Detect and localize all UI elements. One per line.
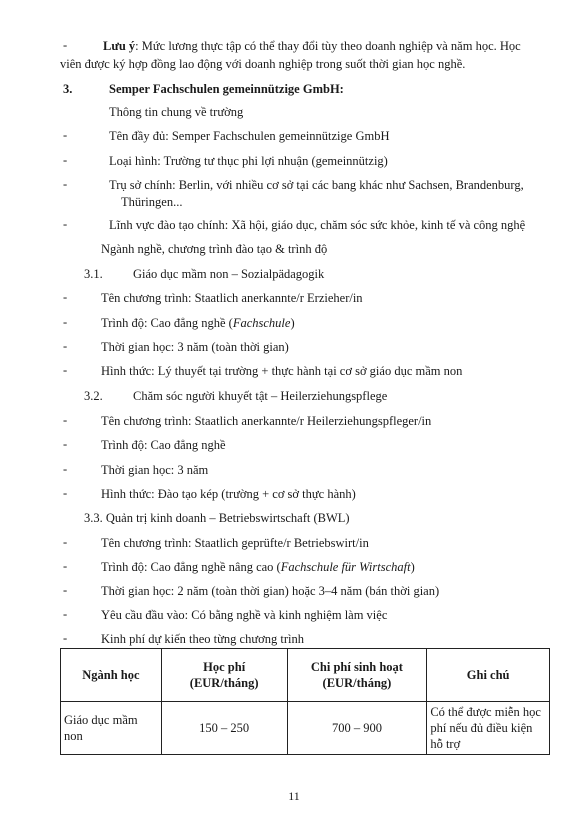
bullet-dash: - [63, 413, 68, 427]
page-number: 11 [288, 789, 300, 803]
subsection-title: Giáo dục mầm non – Sozialpädagogik [133, 267, 325, 281]
bullet-dash: - [63, 535, 68, 549]
fees-heading: Kinh phí dự kiến theo từng chương trình [101, 632, 304, 646]
list-item: Trình độ: Cao đẳng nghề (Fachschule) [101, 316, 295, 330]
bullet-dash: - [63, 462, 68, 476]
bullet-dash: - [63, 217, 68, 231]
bullet-dash: - [63, 339, 68, 353]
programs-heading: Ngành nghề, chương trình đào tạo & trình độ [101, 242, 328, 256]
list-item: Loại hình: Trường tư thục phi lợi nhuận (gemeinnützig) [109, 154, 388, 168]
table-cell-tuition: 150 – 250 [161, 702, 287, 755]
list-item: Tên chương trình: Staatlich anerkannte/r Erzieher/in [101, 291, 363, 305]
note-label: Lưu ý [103, 39, 136, 53]
list-item: Hình thức: Lý thuyết tại trường + thực hành tại cơ sở giáo dục mầm non [101, 364, 463, 378]
table-cell-major: Giáo dục mầm non [61, 702, 162, 755]
list-item: Thời gian học: 3 năm [101, 463, 209, 477]
bullet-dash: - [63, 437, 68, 451]
column-header-major: Ngành học [61, 649, 162, 702]
list-item: Yêu cầu đầu vào: Có bằng nghề và kinh nghiệm làm việc [101, 608, 388, 622]
bullet-dash: - [63, 363, 68, 377]
list-item: Tên chương trình: Staatlich anerkannte/r Heilerziehungspfleger/in [101, 414, 432, 428]
list-item: Trình độ: Cao đẳng nghề [101, 438, 226, 452]
table-row [61, 702, 550, 755]
subsection-number: 3.2. [84, 389, 103, 403]
column-header-living-cost: Chi phí sinh hoạt (EUR/tháng) [287, 649, 427, 702]
table-cell-notes: Có thể được miễn học phí nếu đủ điều kiện hỗ trợ [427, 702, 550, 755]
list-item: Tên chương trình: Staatlich geprüfte/r Betriebswirt/in [101, 536, 369, 550]
subsection-title: 3.3. Quản trị kinh doanh – Betriebswirtschaft (BWL) [84, 511, 350, 525]
bullet-dash: - [63, 486, 68, 500]
general-info-heading: Thông tin chung về trường [109, 105, 244, 119]
list-item: Trình độ: Cao đẳng nghề nâng cao (Fachschule für Wirtschaft) [101, 560, 415, 574]
table-cell-living-cost: 700 – 900 [287, 702, 427, 755]
section-title: Semper Fachschulen gemeinnützige GmbH: [109, 82, 344, 96]
list-item: Hình thức: Đào tạo kép (trường + cơ sở thực hành) [101, 487, 356, 501]
fees-table [60, 648, 550, 755]
table-header-row [61, 649, 550, 702]
subsection-number: 3.1. [84, 267, 103, 281]
note-line-1: Lưu ý: Mức lương thực tập có thể thay đổi tùy theo doanh nghiệp và năm học. Học [103, 39, 521, 53]
column-header-tuition: Học phí (EUR/tháng) [161, 649, 287, 702]
bullet-dash: - [63, 38, 68, 52]
bullet-dash: - [63, 631, 68, 645]
list-item: Lĩnh vực đào tạo chính: Xã hội, giáo dục, chăm sóc sức khỏe, kinh tế và công nghệ [109, 218, 526, 232]
list-item-continuation: Thüringen... [121, 195, 183, 209]
list-item: Thời gian học: 3 năm (toàn thời gian) [101, 340, 289, 354]
bullet-dash: - [63, 607, 68, 621]
bullet-dash: - [63, 177, 68, 191]
list-item: Tên đầy đủ: Semper Fachschulen gemeinnützige GmbH [109, 129, 390, 143]
list-item: Thời gian học: 2 năm (toàn thời gian) hoặc 3–4 năm (bán thời gian) [101, 584, 440, 598]
bullet-dash: - [63, 583, 68, 597]
subsection-title: Chăm sóc người khuyết tật – Heilerziehungspflege [133, 389, 388, 403]
bullet-dash: - [63, 315, 68, 329]
column-header-notes: Ghi chú [427, 649, 550, 702]
bullet-dash: - [63, 559, 68, 573]
bullet-dash: - [63, 128, 68, 142]
list-item: Trụ sở chính: Berlin, với nhiều cơ sở tại các bang khác như Sachsen, Brandenburg, [109, 178, 524, 192]
bullet-dash: - [63, 153, 68, 167]
note-line-2: viên được ký hợp đồng lao động với doanh nghiệp trong suốt thời gian học nghề. [60, 57, 466, 71]
section-number: 3. [63, 82, 73, 96]
bullet-dash: - [63, 290, 68, 304]
